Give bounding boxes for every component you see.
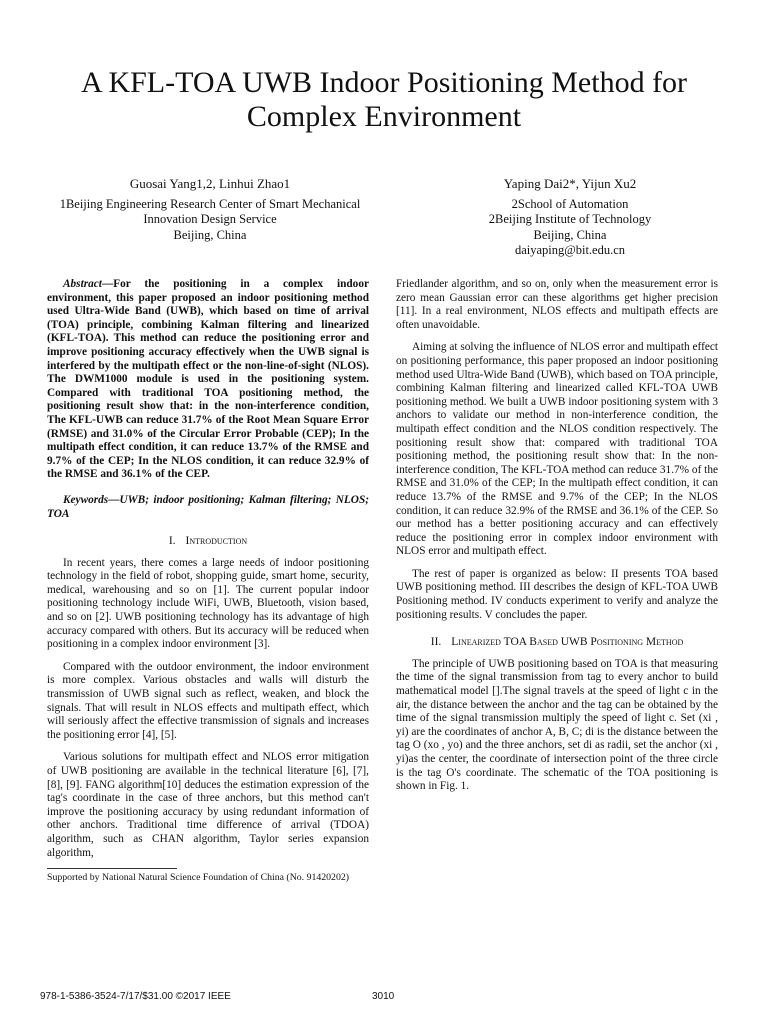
left-affiliation-line-3: Beijing, China	[173, 227, 247, 242]
right-paragraph-2: Aiming at solving the influence of NLOS error and multipath effect on positioning performance, this paper proposed an indoor positioning method used Ultra-Wide Band (UWB), which based on TOA principle, combining Kalman filtering and linearized called KFL-TOA UWB positioning method. We built a UWB indoor positioning system with 3 anchors to validate our method in non-interference condition, the multipath effect condition and the NLOS condition respectively. The positioning result show that: compared with traditional TOA positioning method, the positioning result show that: In the non-interference condition, The KFL-TOA method can reduce 31.7% of the RMSE and 31.0% of the CEP; In the multipath effect condition, it can reduce 13.7% of the RMSE and 9.7% of the CEP; In the NLOS condition, it can reduce 32.9% of the RMSE and 36.1% of the CEP. So our method has a better positioning accuracy and can effectively reduce the positioning error in complex indoor environment with NLOS error and multipath effect.	[396, 341, 718, 558]
right-author-block	[420, 176, 720, 259]
intro-paragraph-3: Various solutions for multipath effect and NLOS error mitigation of UWB positioning are available in the technical literature [6], [7], [8], [9]. FANG algorithm[10] deduces the estimation expression of the tag's coordinate in the case of three anchors, but this method can't improve the positioning accuracy by using redundant information of other anchors. Traditional time difference of arrival (TDOA) algorithm, such as CHAN algorithm, Taylor series expansion algorithm,	[47, 751, 369, 859]
left-affiliation-line-1: 1Beijing Engineering Research Center of Smart Mechanical	[59, 196, 361, 211]
method-paragraph-1: The principle of UWB positioning based on TOA is that measuring the time of the signal transmission from tag to every anchor to build mathematical model [].The signal travels at the speed of light c in the air, the distance between the anchor and the tag can be obtained by the time of the signal transmission multiply the speed of light c. Set (xi , yi) are the coordinates of anchor A, B, C; di is the distance between the tag O (xo , yo) and the three anchors, set di as radii, set the anchor (xi , yi)as the center, the coordinate of intersection point of the three circle is the tag O's coordinate. The schematic of the TOA positioning is shown in Fig. 1.	[396, 657, 718, 793]
right-paragraph-3: The rest of paper is organized as below: II presents TOA based UWB positioning method. III describes the design of KFL-TOA UWB Positioning method. IV conducts experiment to verify and analyze the positioning results. V concludes the paper.	[396, 567, 718, 621]
left-author-names: Guosai Yang1,2, Linhui Zhao1	[129, 176, 291, 191]
section-title: Introduction	[185, 535, 248, 548]
footnote-rule	[47, 868, 177, 869]
section-heading-introduction	[47, 535, 369, 549]
left-column	[47, 278, 369, 869]
page-number: 3010	[372, 991, 395, 1002]
title-line-2: Complex Environment	[246, 100, 522, 133]
section-title: Linearized TOA Based UWB Positioning Method	[451, 636, 684, 649]
abstract	[47, 278, 369, 482]
right-paragraph-1: Friedlander algorithm, and so on, only when the measurement error is zero mean Gaussian error can these algorithms get higher precision [11]. In a real environment, NLOS effects and multipath effects are often unavoidable.	[396, 278, 718, 331]
intro-paragraph-1: In recent years, there comes a large needs of indoor positioning technology in the field of robot, shopping guide, smart home, security, medical, warehousing and so on [1]. The current popular indoor positioning technology include WiFi, UWB, Bluetooth, vision based, and so on [2]. UWB positioning technology has its advantage of high accuracy compared with others. But its accuracy will be reduced when positioning in a complex indoor environment [3].	[47, 556, 369, 651]
right-affiliation-line-1: 2School of Automation	[511, 196, 629, 211]
abstract-lead: Abstract	[63, 278, 102, 290]
footer-isbn: 978-1-5386-3524-7/17/$31.00 ©2017 IEEE	[40, 991, 231, 1002]
left-affiliation-line-2: Innovation Design Service	[143, 212, 277, 226]
funding-footnote: Supported by National Natural Science Foundation of China (No. 91420202)	[47, 872, 350, 883]
section-heading-method	[396, 636, 718, 650]
title-line-1: A KFL-TOA UWB Indoor Positioning Method for	[80, 66, 688, 99]
right-column	[396, 278, 718, 803]
right-author-names: Yaping Dai2*, Yijun Xu2	[503, 176, 637, 191]
paper-title	[40, 66, 728, 134]
keywords: Keywords—UWB; indoor positioning; Kalman filtering; NLOS; TOA	[47, 493, 369, 520]
section-number: II.	[430, 636, 442, 649]
abstract-text: —For the positioning in a complex indoor environment, this paper proposed an indoor positioning method used Ultra-Wide Band (UWB), which based on time of arrival (TOA) principle, combining Kalman filtering and linearized (KFL-TOA). This method can reduce the positioning error and improve positioning accuracy effectively when the UWB signal is interfered by the multipath effect or the non-line-of-sight (NLOS). The DWM1000 module is used in the positioning system. Compared with traditional TOA positioning method, the positioning result show that: in the non-interference condition, The KFL-UWB can reduce 31.7% of the Root Mean Square Error (RMSE) and 31.0% of the Circular Error Probable (CEP); In the multipath effect condition, it can reduce 13.7% of the RMSE and 9.7% of the CEP; In the NLOS condition, it can reduce 32.9% of the RMSE and 36.1% of the CEP.	[47, 278, 369, 481]
intro-paragraph-2: Compared with the outdoor environment, the indoor environment is more complex. Various obstacles and walls will disturb the transmission of UWB signal such as reflect, weaken, and block the signals. That will result in NLOS effects and multipath effect, which will seriously affect the effective transmission of signals and increases the positioning error [4], [5].	[47, 660, 369, 741]
author-email: daiyaping@bit.edu.cn	[514, 243, 626, 257]
section-number: I.	[168, 535, 176, 548]
left-author-block	[20, 176, 400, 243]
right-affiliation-line-3: Beijing, China	[533, 227, 607, 242]
right-affiliation-line-2: 2Beijing Institute of Technology	[488, 212, 652, 226]
